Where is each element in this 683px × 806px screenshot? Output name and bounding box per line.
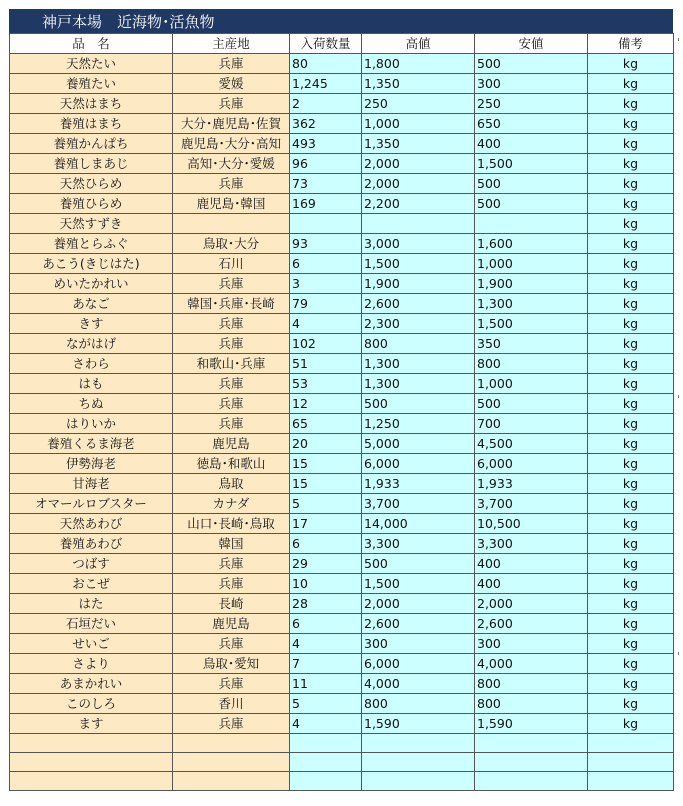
cell-quantity: 28	[290, 594, 362, 614]
cell-high-price: 1,933	[362, 474, 475, 494]
cell-note: kg	[588, 194, 674, 214]
edge-tick	[678, 395, 679, 398]
table-row	[10, 514, 674, 534]
table-row	[10, 694, 674, 714]
cell-note: kg	[588, 654, 674, 674]
cell-note: kg	[588, 674, 674, 694]
cell-name: はも	[10, 374, 173, 394]
header-name: 品 名	[10, 34, 173, 54]
empty-row	[10, 734, 674, 753]
cell-quantity: 51	[290, 354, 362, 374]
cell-name: 養殖あわび	[10, 534, 173, 554]
cell-high-price	[362, 734, 475, 753]
cell-note: kg	[588, 214, 674, 234]
cell-note: kg	[588, 574, 674, 594]
cell-origin: 鹿児島･大分･高知	[173, 134, 290, 154]
cell-low-price: 1,000	[475, 374, 588, 394]
cell-origin: 兵庫	[173, 414, 290, 434]
cell-high-price: 6,000	[362, 454, 475, 474]
table-row	[10, 134, 674, 154]
cell-note: kg	[588, 394, 674, 414]
cell-high-price: 300	[362, 634, 475, 654]
table-row	[10, 534, 674, 554]
cell-note: kg	[588, 354, 674, 374]
cell-low-price: 1,933	[475, 474, 588, 494]
table-row	[10, 674, 674, 694]
cell-name: 伊勢海老	[10, 454, 173, 474]
cell-origin: 高知･大分･愛媛	[173, 154, 290, 174]
header-quantity: 入荷数量	[290, 34, 362, 54]
cell-origin: 兵庫	[173, 94, 290, 114]
cell-note: kg	[588, 434, 674, 454]
cell-high-price: 1,900	[362, 274, 475, 294]
cell-quantity: 93	[290, 234, 362, 254]
cell-name: 養殖くるま海老	[10, 434, 173, 454]
cell-origin: 兵庫	[173, 634, 290, 654]
cell-low-price: 500	[475, 194, 588, 214]
cell-high-price: 1,590	[362, 714, 475, 734]
table-row	[10, 294, 674, 314]
table-row	[10, 654, 674, 674]
cell-quantity: 17	[290, 514, 362, 534]
cell-name: オマールロブスター	[10, 494, 173, 514]
cell-note: kg	[588, 54, 674, 74]
cell-quantity: 2	[290, 94, 362, 114]
cell-note: kg	[588, 254, 674, 274]
cell-high-price: 1,350	[362, 74, 475, 94]
cell-name: 養殖かんぱち	[10, 134, 173, 154]
cell-low-price: 500	[475, 54, 588, 74]
empty-row	[10, 772, 674, 791]
cell-high-price: 3,300	[362, 534, 475, 554]
cell-low-price: 250	[475, 94, 588, 114]
cell-low-price: 400	[475, 574, 588, 594]
cell-quantity: 102	[290, 334, 362, 354]
table-body	[10, 54, 674, 791]
cell-quantity: 6	[290, 534, 362, 554]
cell-high-price: 2,000	[362, 594, 475, 614]
cell-name: 養殖ひらめ	[10, 194, 173, 214]
cell-high-price: 5,000	[362, 434, 475, 454]
cell-origin: 愛媛	[173, 74, 290, 94]
cell-origin: 鹿児島	[173, 614, 290, 634]
cell-low-price: 800	[475, 674, 588, 694]
cell-quantity: 15	[290, 474, 362, 494]
cell-origin: 石川	[173, 254, 290, 274]
cell-origin: 兵庫	[173, 54, 290, 74]
cell-note: kg	[588, 274, 674, 294]
cell-high-price	[362, 214, 475, 234]
cell-quantity: 5	[290, 694, 362, 714]
cell-note: kg	[588, 74, 674, 94]
cell-quantity: 5	[290, 494, 362, 514]
header-row	[10, 34, 674, 54]
cell-origin: カナダ	[173, 494, 290, 514]
cell-origin: 長崎	[173, 594, 290, 614]
cell-high-price: 2,300	[362, 314, 475, 334]
cell-origin: 鳥取	[173, 474, 290, 494]
cell-name: あまかれい	[10, 674, 173, 694]
cell-name: あなご	[10, 294, 173, 314]
cell-origin: 兵庫	[173, 554, 290, 574]
cell-quantity	[290, 214, 362, 234]
cell-quantity: 29	[290, 554, 362, 574]
cell-high-price: 1,500	[362, 254, 475, 274]
cell-name	[10, 734, 173, 753]
price-table	[9, 33, 674, 791]
cell-high-price: 500	[362, 554, 475, 574]
cell-low-price: 800	[475, 354, 588, 374]
table-row	[10, 614, 674, 634]
header-low-price: 安値	[475, 34, 588, 54]
cell-low-price: 1,000	[475, 254, 588, 274]
cell-note: kg	[588, 374, 674, 394]
cell-low-price: 500	[475, 174, 588, 194]
cell-origin: 大分･鹿児島･佐賀	[173, 114, 290, 134]
cell-high-price: 1,350	[362, 134, 475, 154]
cell-low-price: 650	[475, 114, 588, 134]
table-row	[10, 354, 674, 374]
cell-origin: 和歌山･兵庫	[173, 354, 290, 374]
cell-origin: 鳥取･愛知	[173, 654, 290, 674]
cell-high-price: 500	[362, 394, 475, 414]
cell-low-price: 1,590	[475, 714, 588, 734]
cell-note: kg	[588, 114, 674, 134]
cell-low-price: 500	[475, 394, 588, 414]
cell-quantity: 1,245	[290, 74, 362, 94]
cell-low-price	[475, 772, 588, 791]
cell-high-price: 4,000	[362, 674, 475, 694]
cell-low-price: 10,500	[475, 514, 588, 534]
cell-name: せいご	[10, 634, 173, 654]
cell-high-price	[362, 753, 475, 772]
cell-origin: 山口･長崎･鳥取	[173, 514, 290, 534]
edge-tick	[678, 652, 679, 655]
cell-origin	[173, 753, 290, 772]
cell-quantity: 7	[290, 654, 362, 674]
table-row	[10, 394, 674, 414]
cell-note: kg	[588, 634, 674, 654]
cell-name: はりいか	[10, 414, 173, 434]
cell-origin: 鹿児島･韓国	[173, 194, 290, 214]
cell-name: このしろ	[10, 694, 173, 714]
cell-low-price: 800	[475, 694, 588, 714]
cell-origin: 兵庫	[173, 314, 290, 334]
cell-low-price: 2,000	[475, 594, 588, 614]
cell-name: めいたかれい	[10, 274, 173, 294]
cell-low-price: 1,600	[475, 234, 588, 254]
cell-quantity: 3	[290, 274, 362, 294]
cell-high-price: 800	[362, 334, 475, 354]
cell-quantity	[290, 734, 362, 753]
cell-high-price: 2,600	[362, 294, 475, 314]
cell-high-price: 1,800	[362, 54, 475, 74]
cell-low-price: 1,900	[475, 274, 588, 294]
cell-high-price: 3,700	[362, 494, 475, 514]
cell-name: 天然はまち	[10, 94, 173, 114]
table-row	[10, 494, 674, 514]
cell-high-price: 6,000	[362, 654, 475, 674]
cell-high-price: 3,000	[362, 234, 475, 254]
cell-note: kg	[588, 454, 674, 474]
cell-note: kg	[588, 294, 674, 314]
cell-low-price: 300	[475, 634, 588, 654]
cell-name: 養殖たい	[10, 74, 173, 94]
header-note: 備考	[588, 34, 674, 54]
cell-origin: 兵庫	[173, 674, 290, 694]
cell-high-price: 2,000	[362, 174, 475, 194]
cell-name: ちぬ	[10, 394, 173, 414]
cell-origin: 兵庫	[173, 274, 290, 294]
cell-low-price: 4,000	[475, 654, 588, 674]
table-row	[10, 194, 674, 214]
cell-high-price: 2,200	[362, 194, 475, 214]
cell-note: kg	[588, 94, 674, 114]
cell-low-price: 1,500	[475, 314, 588, 334]
cell-low-price: 400	[475, 134, 588, 154]
cell-high-price: 800	[362, 694, 475, 714]
cell-low-price	[475, 734, 588, 753]
cell-name: 天然あわび	[10, 514, 173, 534]
cell-quantity: 169	[290, 194, 362, 214]
table-row	[10, 334, 674, 354]
cell-quantity: 6	[290, 254, 362, 274]
cell-note: kg	[588, 234, 674, 254]
cell-high-price: 1,250	[362, 414, 475, 434]
cell-origin: 兵庫	[173, 334, 290, 354]
cell-origin	[173, 734, 290, 753]
cell-quantity: 10	[290, 574, 362, 594]
cell-name: あこう(きじはた)	[10, 254, 173, 274]
cell-note: kg	[588, 694, 674, 714]
table-row	[10, 474, 674, 494]
cell-name: 養殖はまち	[10, 114, 173, 134]
cell-quantity: 4	[290, 714, 362, 734]
cell-note: kg	[588, 474, 674, 494]
cell-low-price	[475, 214, 588, 234]
table-row	[10, 94, 674, 114]
cell-low-price	[475, 753, 588, 772]
table-row	[10, 114, 674, 134]
cell-note: kg	[588, 514, 674, 534]
cell-high-price: 2,600	[362, 614, 475, 634]
cell-high-price: 250	[362, 94, 475, 114]
table-row	[10, 154, 674, 174]
table-row	[10, 414, 674, 434]
table-row	[10, 254, 674, 274]
table-row	[10, 574, 674, 594]
cell-high-price	[362, 772, 475, 791]
cell-name: 天然ひらめ	[10, 174, 173, 194]
cell-low-price: 400	[475, 554, 588, 574]
cell-quantity	[290, 753, 362, 772]
sheet-title: 神戸本場 近海物･活魚物	[9, 9, 673, 33]
cell-origin: 兵庫	[173, 394, 290, 414]
cell-note	[588, 753, 674, 772]
cell-name: おこぜ	[10, 574, 173, 594]
empty-row	[10, 753, 674, 772]
cell-note: kg	[588, 414, 674, 434]
cell-name: さより	[10, 654, 173, 674]
cell-note: kg	[588, 334, 674, 354]
cell-name: 天然たい	[10, 54, 173, 74]
table-row	[10, 234, 674, 254]
cell-name: 天然すずき	[10, 214, 173, 234]
cell-high-price: 14,000	[362, 514, 475, 534]
cell-name: 養殖とらふぐ	[10, 234, 173, 254]
cell-origin: 香川	[173, 694, 290, 714]
table-row	[10, 434, 674, 454]
cell-name: 甘海老	[10, 474, 173, 494]
cell-quantity: 80	[290, 54, 362, 74]
cell-low-price: 2,600	[475, 614, 588, 634]
cell-note	[588, 772, 674, 791]
cell-origin: 韓国･兵庫･長崎	[173, 294, 290, 314]
cell-origin: 韓国	[173, 534, 290, 554]
cell-low-price: 6,000	[475, 454, 588, 474]
cell-origin: 兵庫	[173, 714, 290, 734]
cell-quantity	[290, 772, 362, 791]
table-row	[10, 314, 674, 334]
cell-quantity: 493	[290, 134, 362, 154]
cell-origin: 鹿児島	[173, 434, 290, 454]
cell-quantity: 15	[290, 454, 362, 474]
cell-note: kg	[588, 534, 674, 554]
cell-low-price: 1,500	[475, 154, 588, 174]
table-row	[10, 454, 674, 474]
table-row	[10, 374, 674, 394]
cell-quantity: 53	[290, 374, 362, 394]
cell-note: kg	[588, 594, 674, 614]
table-row	[10, 634, 674, 654]
header-origin: 主産地	[173, 34, 290, 54]
table-row	[10, 714, 674, 734]
cell-note: kg	[588, 134, 674, 154]
cell-name: 養殖しまあじ	[10, 154, 173, 174]
cell-low-price: 700	[475, 414, 588, 434]
cell-quantity: 73	[290, 174, 362, 194]
table-row	[10, 54, 674, 74]
cell-name: はた	[10, 594, 173, 614]
cell-origin	[173, 214, 290, 234]
table-row	[10, 74, 674, 94]
cell-note	[588, 734, 674, 753]
cell-low-price: 3,300	[475, 534, 588, 554]
cell-note: kg	[588, 614, 674, 634]
cell-high-price: 1,000	[362, 114, 475, 134]
cell-origin: 徳島･和歌山	[173, 454, 290, 474]
cell-name: さわら	[10, 354, 173, 374]
cell-origin: 兵庫	[173, 374, 290, 394]
cell-quantity: 65	[290, 414, 362, 434]
cell-quantity: 20	[290, 434, 362, 454]
cell-origin: 兵庫	[173, 174, 290, 194]
table-row	[10, 554, 674, 574]
cell-name: 石垣だい	[10, 614, 173, 634]
cell-origin	[173, 772, 290, 791]
cell-low-price: 1,300	[475, 294, 588, 314]
cell-note: kg	[588, 154, 674, 174]
table-row	[10, 594, 674, 614]
table-row	[10, 214, 674, 234]
cell-quantity: 12	[290, 394, 362, 414]
cell-note: kg	[588, 554, 674, 574]
cell-quantity: 6	[290, 614, 362, 634]
cell-name	[10, 772, 173, 791]
table-row	[10, 274, 674, 294]
cell-origin: 鳥取･大分	[173, 234, 290, 254]
cell-note: kg	[588, 494, 674, 514]
cell-note: kg	[588, 314, 674, 334]
cell-quantity: 11	[290, 674, 362, 694]
cell-name: ます	[10, 714, 173, 734]
cell-high-price: 1,300	[362, 374, 475, 394]
cell-quantity: 4	[290, 314, 362, 334]
cell-name: つばす	[10, 554, 173, 574]
cell-quantity: 4	[290, 634, 362, 654]
cell-low-price: 300	[475, 74, 588, 94]
cell-quantity: 79	[290, 294, 362, 314]
cell-low-price: 4,500	[475, 434, 588, 454]
cell-low-price: 3,700	[475, 494, 588, 514]
cell-note: kg	[588, 174, 674, 194]
cell-quantity: 362	[290, 114, 362, 134]
cell-quantity: 96	[290, 154, 362, 174]
edge-tick	[678, 38, 679, 41]
cell-high-price: 1,300	[362, 354, 475, 374]
cell-high-price: 1,500	[362, 574, 475, 594]
cell-low-price: 350	[475, 334, 588, 354]
table-row	[10, 174, 674, 194]
cell-high-price: 2,000	[362, 154, 475, 174]
cell-name: きす	[10, 314, 173, 334]
cell-name: ながはげ	[10, 334, 173, 354]
market-price-sheet	[9, 9, 673, 791]
header-high-price: 高値	[362, 34, 475, 54]
cell-origin: 兵庫	[173, 574, 290, 594]
cell-name	[10, 753, 173, 772]
cell-note: kg	[588, 714, 674, 734]
